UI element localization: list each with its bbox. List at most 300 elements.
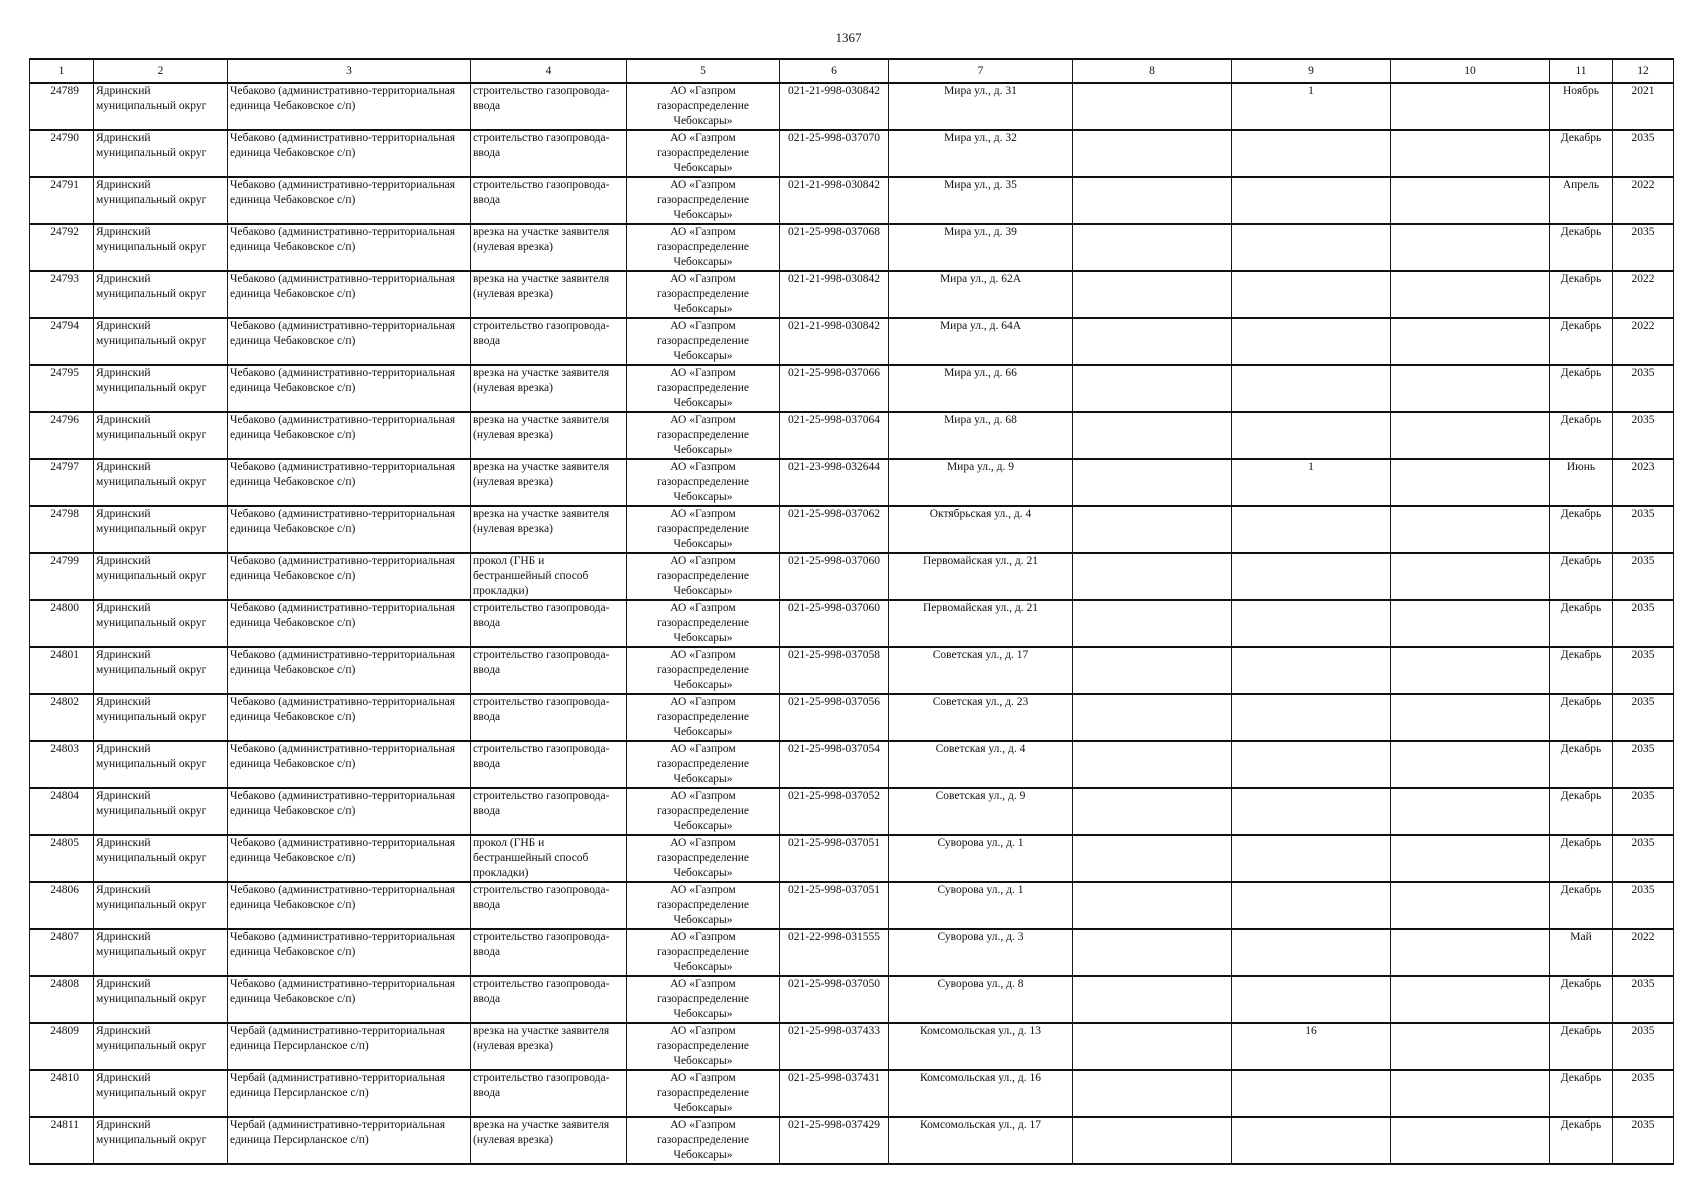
row-number: 24791	[30, 177, 94, 224]
column-9-cell	[1232, 506, 1391, 553]
column-8-cell	[1073, 271, 1232, 318]
table-row	[30, 177, 1674, 224]
settlement-cell: Чебаково (административно-территориальная единица Чебаковское с/п)	[228, 412, 471, 459]
column-header-5: 5	[627, 59, 780, 83]
settlement-cell: Чебаково (административно-территориальная единица Чебаковское с/п)	[228, 130, 471, 177]
column-10-cell	[1391, 130, 1550, 177]
settlement-cell: Чебаково (административно-территориальная единица Чебаковское с/п)	[228, 271, 471, 318]
district-cell: Ядринский муниципальный округ	[94, 318, 228, 365]
district-cell: Ядринский муниципальный округ	[94, 365, 228, 412]
work-type-cell: врезка на участке заявителя (нулевая врезка)	[471, 506, 627, 553]
table-row	[30, 553, 1674, 600]
column-9-cell	[1232, 647, 1391, 694]
year-cell: 2035	[1613, 694, 1674, 741]
column-9-cell	[1232, 929, 1391, 976]
column-10-cell	[1391, 694, 1550, 741]
address-cell: Советская ул., д. 4	[889, 741, 1073, 788]
column-8-cell	[1073, 365, 1232, 412]
object-code-cell: 021-25-998-037066	[780, 365, 889, 412]
year-cell: 2035	[1613, 130, 1674, 177]
organization-cell: АО «Газпром газораспределение Чебоксары»	[627, 694, 780, 741]
address-cell: Суворова ул., д. 1	[889, 835, 1073, 882]
row-number: 24792	[30, 224, 94, 271]
organization-cell: АО «Газпром газораспределение Чебоксары»	[627, 1023, 780, 1070]
row-number: 24802	[30, 694, 94, 741]
column-header-2: 2	[94, 59, 228, 83]
work-type-cell: строительство газопровода-ввода	[471, 177, 627, 224]
organization-cell: АО «Газпром газораспределение Чебоксары»	[627, 83, 780, 130]
column-9-cell	[1232, 318, 1391, 365]
column-8-cell	[1073, 882, 1232, 929]
column-10-cell	[1391, 741, 1550, 788]
column-10-cell	[1391, 647, 1550, 694]
month-cell: Декабрь	[1550, 506, 1613, 553]
row-number: 24797	[30, 459, 94, 506]
district-cell: Ядринский муниципальный округ	[94, 553, 228, 600]
district-cell: Ядринский муниципальный округ	[94, 1117, 228, 1164]
column-10-cell	[1391, 318, 1550, 365]
column-10-cell	[1391, 600, 1550, 647]
organization-cell: АО «Газпром газораспределение Чебоксары»	[627, 1117, 780, 1164]
column-8-cell	[1073, 130, 1232, 177]
month-cell: Декабрь	[1550, 224, 1613, 271]
row-number: 24794	[30, 318, 94, 365]
column-8-cell	[1073, 788, 1232, 835]
column-10-cell	[1391, 553, 1550, 600]
work-type-cell: врезка на участке заявителя (нулевая врезка)	[471, 224, 627, 271]
column-9-cell	[1232, 224, 1391, 271]
district-cell: Ядринский муниципальный округ	[94, 459, 228, 506]
settlement-cell: Чебаково (административно-территориальная единица Чебаковское с/п)	[228, 224, 471, 271]
year-cell: 2035	[1613, 788, 1674, 835]
settlement-cell: Чебаково (административно-территориальная единица Чебаковское с/п)	[228, 882, 471, 929]
district-cell: Ядринский муниципальный округ	[94, 506, 228, 553]
column-8-cell	[1073, 1023, 1232, 1070]
table-row	[30, 506, 1674, 553]
object-code-cell: 021-25-998-037429	[780, 1117, 889, 1164]
column-10-cell	[1391, 224, 1550, 271]
row-number: 24800	[30, 600, 94, 647]
address-cell: Мира ул., д. 9	[889, 459, 1073, 506]
organization-cell: АО «Газпром газораспределение Чебоксары»	[627, 929, 780, 976]
address-cell: Мира ул., д. 62А	[889, 271, 1073, 318]
page-number: 1367	[835, 30, 862, 45]
organization-cell: АО «Газпром газораспределение Чебоксары»	[627, 459, 780, 506]
column-10-cell	[1391, 929, 1550, 976]
row-number: 24805	[30, 835, 94, 882]
settlement-cell: Чербай (административно-территориальная единица Персирланское с/п)	[228, 1023, 471, 1070]
organization-cell: АО «Газпром газораспределение Чебоксары»	[627, 553, 780, 600]
settlement-cell: Чебаково (административно-территориальная единица Чебаковское с/п)	[228, 177, 471, 224]
column-8-cell	[1073, 412, 1232, 459]
column-10-cell	[1391, 459, 1550, 506]
work-type-cell: прокол (ГНБ и бестраншейный способ прокладки)	[471, 835, 627, 882]
column-10-cell	[1391, 976, 1550, 1023]
address-cell: Мира ул., д. 68	[889, 412, 1073, 459]
object-code-cell: 021-25-998-037050	[780, 976, 889, 1023]
month-cell: Декабрь	[1550, 1023, 1613, 1070]
organization-cell: АО «Газпром газораспределение Чебоксары»	[627, 271, 780, 318]
column-9-cell	[1232, 788, 1391, 835]
month-cell: Декабрь	[1550, 647, 1613, 694]
table-row	[30, 271, 1674, 318]
organization-cell: АО «Газпром газораспределение Чебоксары»	[627, 365, 780, 412]
work-type-cell: врезка на участке заявителя (нулевая врезка)	[471, 412, 627, 459]
table-row	[30, 694, 1674, 741]
table-row	[30, 976, 1674, 1023]
column-10-cell	[1391, 412, 1550, 459]
column-number-row	[30, 59, 1674, 83]
district-cell: Ядринский муниципальный округ	[94, 788, 228, 835]
month-cell: Декабрь	[1550, 553, 1613, 600]
month-cell: Ноябрь	[1550, 83, 1613, 130]
column-header-12: 12	[1613, 59, 1674, 83]
district-cell: Ядринский муниципальный округ	[94, 83, 228, 130]
table-body	[30, 83, 1674, 1164]
year-cell: 2022	[1613, 271, 1674, 318]
column-8-cell	[1073, 224, 1232, 271]
column-header-3: 3	[228, 59, 471, 83]
object-code-cell: 021-25-998-037052	[780, 788, 889, 835]
month-cell: Декабрь	[1550, 600, 1613, 647]
month-cell: Декабрь	[1550, 788, 1613, 835]
column-9-cell	[1232, 1070, 1391, 1117]
column-10-cell	[1391, 1070, 1550, 1117]
column-9-cell	[1232, 694, 1391, 741]
organization-cell: АО «Газпром газораспределение Чебоксары»	[627, 741, 780, 788]
column-10-cell	[1391, 788, 1550, 835]
object-code-cell: 021-21-998-030842	[780, 177, 889, 224]
row-number: 24798	[30, 506, 94, 553]
district-cell: Ядринский муниципальный округ	[94, 1070, 228, 1117]
column-8-cell	[1073, 83, 1232, 130]
column-8-cell	[1073, 835, 1232, 882]
table-row	[30, 318, 1674, 365]
column-8-cell	[1073, 459, 1232, 506]
settlement-cell: Чебаково (административно-территориальная единица Чебаковское с/п)	[228, 600, 471, 647]
column-9-cell	[1232, 976, 1391, 1023]
column-header-7: 7	[889, 59, 1073, 83]
column-9-cell	[1232, 412, 1391, 459]
column-header-11: 11	[1550, 59, 1613, 83]
table-row	[30, 459, 1674, 506]
column-10-cell	[1391, 365, 1550, 412]
month-cell: Декабрь	[1550, 1070, 1613, 1117]
year-cell: 2035	[1613, 835, 1674, 882]
district-cell: Ядринский муниципальный округ	[94, 694, 228, 741]
organization-cell: АО «Газпром газораспределение Чебоксары»	[627, 318, 780, 365]
column-9-cell	[1232, 600, 1391, 647]
table-row	[30, 647, 1674, 694]
work-type-cell: строительство газопровода-ввода	[471, 600, 627, 647]
settlement-cell: Чебаково (административно-территориальная единица Чебаковское с/п)	[228, 788, 471, 835]
settlement-cell: Чебаково (административно-территориальная единица Чебаковское с/п)	[228, 365, 471, 412]
organization-cell: АО «Газпром газораспределение Чебоксары»	[627, 788, 780, 835]
row-number: 24809	[30, 1023, 94, 1070]
year-cell: 2021	[1613, 83, 1674, 130]
settlement-cell: Чебаково (административно-территориальная единица Чебаковское с/п)	[228, 835, 471, 882]
settlement-cell: Чебаково (административно-территориальная единица Чебаковское с/п)	[228, 976, 471, 1023]
row-number: 24795	[30, 365, 94, 412]
address-cell: Суворова ул., д. 8	[889, 976, 1073, 1023]
column-8-cell	[1073, 553, 1232, 600]
object-code-cell: 021-21-998-030842	[780, 318, 889, 365]
row-number: 24801	[30, 647, 94, 694]
column-8-cell	[1073, 929, 1232, 976]
work-type-cell: строительство газопровода-ввода	[471, 882, 627, 929]
district-cell: Ядринский муниципальный округ	[94, 177, 228, 224]
address-cell: Суворова ул., д. 1	[889, 882, 1073, 929]
month-cell: Декабрь	[1550, 882, 1613, 929]
column-10-cell	[1391, 1117, 1550, 1164]
organization-cell: АО «Газпром газораспределение Чебоксары»	[627, 647, 780, 694]
column-8-cell	[1073, 506, 1232, 553]
month-cell: Декабрь	[1550, 694, 1613, 741]
organization-cell: АО «Газпром газораспределение Чебоксары»	[627, 412, 780, 459]
object-code-cell: 021-25-998-037056	[780, 694, 889, 741]
month-cell: Декабрь	[1550, 741, 1613, 788]
year-cell: 2022	[1613, 177, 1674, 224]
address-cell: Октябрьская ул., д. 4	[889, 506, 1073, 553]
organization-cell: АО «Газпром газораспределение Чебоксары»	[627, 976, 780, 1023]
work-type-cell: строительство газопровода-ввода	[471, 83, 627, 130]
work-type-cell: строительство газопровода-ввода	[471, 976, 627, 1023]
work-type-cell: строительство газопровода-ввода	[471, 694, 627, 741]
row-number: 24793	[30, 271, 94, 318]
row-number: 24789	[30, 83, 94, 130]
organization-cell: АО «Газпром газораспределение Чебоксары»	[627, 882, 780, 929]
address-cell: Мира ул., д. 32	[889, 130, 1073, 177]
table-row	[30, 788, 1674, 835]
row-number: 24804	[30, 788, 94, 835]
month-cell: Декабрь	[1550, 271, 1613, 318]
year-cell: 2035	[1613, 882, 1674, 929]
month-cell: Декабрь	[1550, 835, 1613, 882]
gas-connection-table	[29, 58, 1674, 1165]
settlement-cell: Чебаково (административно-территориальная единица Чебаковское с/п)	[228, 929, 471, 976]
address-cell: Мира ул., д. 64А	[889, 318, 1073, 365]
column-9-cell	[1232, 882, 1391, 929]
column-8-cell	[1073, 694, 1232, 741]
address-cell: Мира ул., д. 39	[889, 224, 1073, 271]
address-cell: Суворова ул., д. 3	[889, 929, 1073, 976]
object-code-cell: 021-25-998-037060	[780, 600, 889, 647]
column-10-cell	[1391, 271, 1550, 318]
column-8-cell	[1073, 318, 1232, 365]
column-header-8: 8	[1073, 59, 1232, 83]
address-cell: Первомайская ул., д. 21	[889, 553, 1073, 600]
work-type-cell: строительство газопровода-ввода	[471, 788, 627, 835]
object-code-cell: 021-25-998-037051	[780, 882, 889, 929]
address-cell: Мира ул., д. 66	[889, 365, 1073, 412]
column-header-6: 6	[780, 59, 889, 83]
row-number: 24806	[30, 882, 94, 929]
table-row	[30, 929, 1674, 976]
column-10-cell	[1391, 835, 1550, 882]
address-cell: Комсомольская ул., д. 16	[889, 1070, 1073, 1117]
year-cell: 2035	[1613, 1023, 1674, 1070]
column-8-cell	[1073, 976, 1232, 1023]
column-9-cell	[1232, 741, 1391, 788]
object-code-cell: 021-21-998-030842	[780, 83, 889, 130]
row-number: 24796	[30, 412, 94, 459]
district-cell: Ядринский муниципальный округ	[94, 130, 228, 177]
district-cell: Ядринский муниципальный округ	[94, 224, 228, 271]
object-code-cell: 021-25-998-037054	[780, 741, 889, 788]
work-type-cell: строительство газопровода-ввода	[471, 318, 627, 365]
column-9-cell	[1232, 1117, 1391, 1164]
organization-cell: АО «Газпром газораспределение Чебоксары»	[627, 835, 780, 882]
work-type-cell: строительство газопровода-ввода	[471, 929, 627, 976]
object-code-cell: 021-25-998-037060	[780, 553, 889, 600]
column-header-1: 1	[30, 59, 94, 83]
month-cell: Декабрь	[1550, 976, 1613, 1023]
work-type-cell: врезка на участке заявителя (нулевая врезка)	[471, 1023, 627, 1070]
year-cell: 2022	[1613, 318, 1674, 365]
work-type-cell: строительство газопровода-ввода	[471, 130, 627, 177]
year-cell: 2035	[1613, 553, 1674, 600]
district-cell: Ядринский муниципальный округ	[94, 600, 228, 647]
settlement-cell: Чебаково (административно-территориальная единица Чебаковское с/п)	[228, 694, 471, 741]
table-row	[30, 1070, 1674, 1117]
object-code-cell: 021-25-998-037051	[780, 835, 889, 882]
table-row	[30, 600, 1674, 647]
object-code-cell: 021-23-998-032644	[780, 459, 889, 506]
month-cell: Декабрь	[1550, 1117, 1613, 1164]
settlement-cell: Чебаково (административно-территориальная единица Чебаковское с/п)	[228, 459, 471, 506]
work-type-cell: врезка на участке заявителя (нулевая врезка)	[471, 365, 627, 412]
table-row	[30, 83, 1674, 130]
district-cell: Ядринский муниципальный округ	[94, 741, 228, 788]
address-cell: Мира ул., д. 35	[889, 177, 1073, 224]
month-cell: Июнь	[1550, 459, 1613, 506]
column-9-cell	[1232, 177, 1391, 224]
month-cell: Декабрь	[1550, 318, 1613, 365]
column-8-cell	[1073, 177, 1232, 224]
settlement-cell: Чебаково (административно-территориальная единица Чебаковское с/п)	[228, 506, 471, 553]
year-cell: 2035	[1613, 1117, 1674, 1164]
row-number: 24811	[30, 1117, 94, 1164]
year-cell: 2035	[1613, 412, 1674, 459]
column-10-cell	[1391, 177, 1550, 224]
district-cell: Ядринский муниципальный округ	[94, 412, 228, 459]
row-number: 24808	[30, 976, 94, 1023]
address-cell: Советская ул., д. 23	[889, 694, 1073, 741]
column-10-cell	[1391, 506, 1550, 553]
column-10-cell	[1391, 882, 1550, 929]
table-row	[30, 882, 1674, 929]
object-code-cell: 021-25-998-037433	[780, 1023, 889, 1070]
year-cell: 2035	[1613, 365, 1674, 412]
column-9-cell	[1232, 553, 1391, 600]
table-row	[30, 1023, 1674, 1070]
table-row	[30, 365, 1674, 412]
organization-cell: АО «Газпром газораспределение Чебоксары»	[627, 177, 780, 224]
settlement-cell: Чебаково (административно-территориальная единица Чебаковское с/п)	[228, 741, 471, 788]
year-cell: 2023	[1613, 459, 1674, 506]
object-code-cell: 021-22-998-031555	[780, 929, 889, 976]
district-cell: Ядринский муниципальный округ	[94, 1023, 228, 1070]
work-type-cell: прокол (ГНБ и бестраншейный способ прокладки)	[471, 553, 627, 600]
month-cell: Декабрь	[1550, 412, 1613, 459]
month-cell: Декабрь	[1550, 365, 1613, 412]
object-code-cell: 021-25-998-037058	[780, 647, 889, 694]
table-row	[30, 130, 1674, 177]
district-cell: Ядринский муниципальный округ	[94, 271, 228, 318]
settlement-cell: Чербай (административно-территориальная единица Персирланское с/п)	[228, 1117, 471, 1164]
work-type-cell: строительство газопровода-ввода	[471, 1070, 627, 1117]
address-cell: Комсомольская ул., д. 17	[889, 1117, 1073, 1164]
row-number: 24790	[30, 130, 94, 177]
address-cell: Первомайская ул., д. 21	[889, 600, 1073, 647]
organization-cell: АО «Газпром газораспределение Чебоксары»	[627, 600, 780, 647]
column-10-cell	[1391, 83, 1550, 130]
district-cell: Ядринский муниципальный округ	[94, 835, 228, 882]
district-cell: Ядринский муниципальный округ	[94, 929, 228, 976]
column-8-cell	[1073, 1070, 1232, 1117]
organization-cell: АО «Газпром газораспределение Чебоксары»	[627, 506, 780, 553]
district-cell: Ядринский муниципальный округ	[94, 882, 228, 929]
year-cell: 2035	[1613, 741, 1674, 788]
month-cell: Декабрь	[1550, 130, 1613, 177]
organization-cell: АО «Газпром газораспределение Чебоксары»	[627, 224, 780, 271]
district-cell: Ядринский муниципальный округ	[94, 647, 228, 694]
address-cell: Мира ул., д. 31	[889, 83, 1073, 130]
table-row	[30, 835, 1674, 882]
table-row	[30, 412, 1674, 459]
year-cell: 2035	[1613, 976, 1674, 1023]
object-code-cell: 021-25-998-037070	[780, 130, 889, 177]
column-8-cell	[1073, 1117, 1232, 1164]
row-number: 24810	[30, 1070, 94, 1117]
settlement-cell: Чебаково (административно-территориальная единица Чебаковское с/п)	[228, 318, 471, 365]
column-header-4: 4	[471, 59, 627, 83]
work-type-cell: строительство газопровода-ввода	[471, 647, 627, 694]
row-number: 24799	[30, 553, 94, 600]
row-number: 24807	[30, 929, 94, 976]
year-cell: 2035	[1613, 1070, 1674, 1117]
address-cell: Комсомольская ул., д. 13	[889, 1023, 1073, 1070]
district-cell: Ядринский муниципальный округ	[94, 976, 228, 1023]
work-type-cell: врезка на участке заявителя (нулевая врезка)	[471, 1117, 627, 1164]
settlement-cell: Чербай (административно-территориальная единица Персирланское с/п)	[228, 1070, 471, 1117]
address-cell: Советская ул., д. 9	[889, 788, 1073, 835]
column-header-9: 9	[1232, 59, 1391, 83]
year-cell: 2035	[1613, 600, 1674, 647]
year-cell: 2022	[1613, 929, 1674, 976]
settlement-cell: Чебаково (административно-территориальная единица Чебаковское с/п)	[228, 553, 471, 600]
year-cell: 2035	[1613, 647, 1674, 694]
column-8-cell	[1073, 741, 1232, 788]
work-type-cell: врезка на участке заявителя (нулевая врезка)	[471, 271, 627, 318]
object-code-cell: 021-25-998-037064	[780, 412, 889, 459]
column-9-cell: 1	[1232, 459, 1391, 506]
table-row	[30, 741, 1674, 788]
work-type-cell: врезка на участке заявителя (нулевая врезка)	[471, 459, 627, 506]
table-row	[30, 224, 1674, 271]
organization-cell: АО «Газпром газораспределение Чебоксары»	[627, 130, 780, 177]
settlement-cell: Чебаково (административно-территориальная единица Чебаковское с/п)	[228, 83, 471, 130]
year-cell: 2035	[1613, 224, 1674, 271]
table-row	[30, 1117, 1674, 1164]
column-header-10: 10	[1391, 59, 1550, 83]
column-9-cell	[1232, 130, 1391, 177]
year-cell: 2035	[1613, 506, 1674, 553]
row-number: 24803	[30, 741, 94, 788]
settlement-cell: Чебаково (административно-территориальная единица Чебаковское с/п)	[228, 647, 471, 694]
month-cell: Май	[1550, 929, 1613, 976]
object-code-cell: 021-25-998-037068	[780, 224, 889, 271]
